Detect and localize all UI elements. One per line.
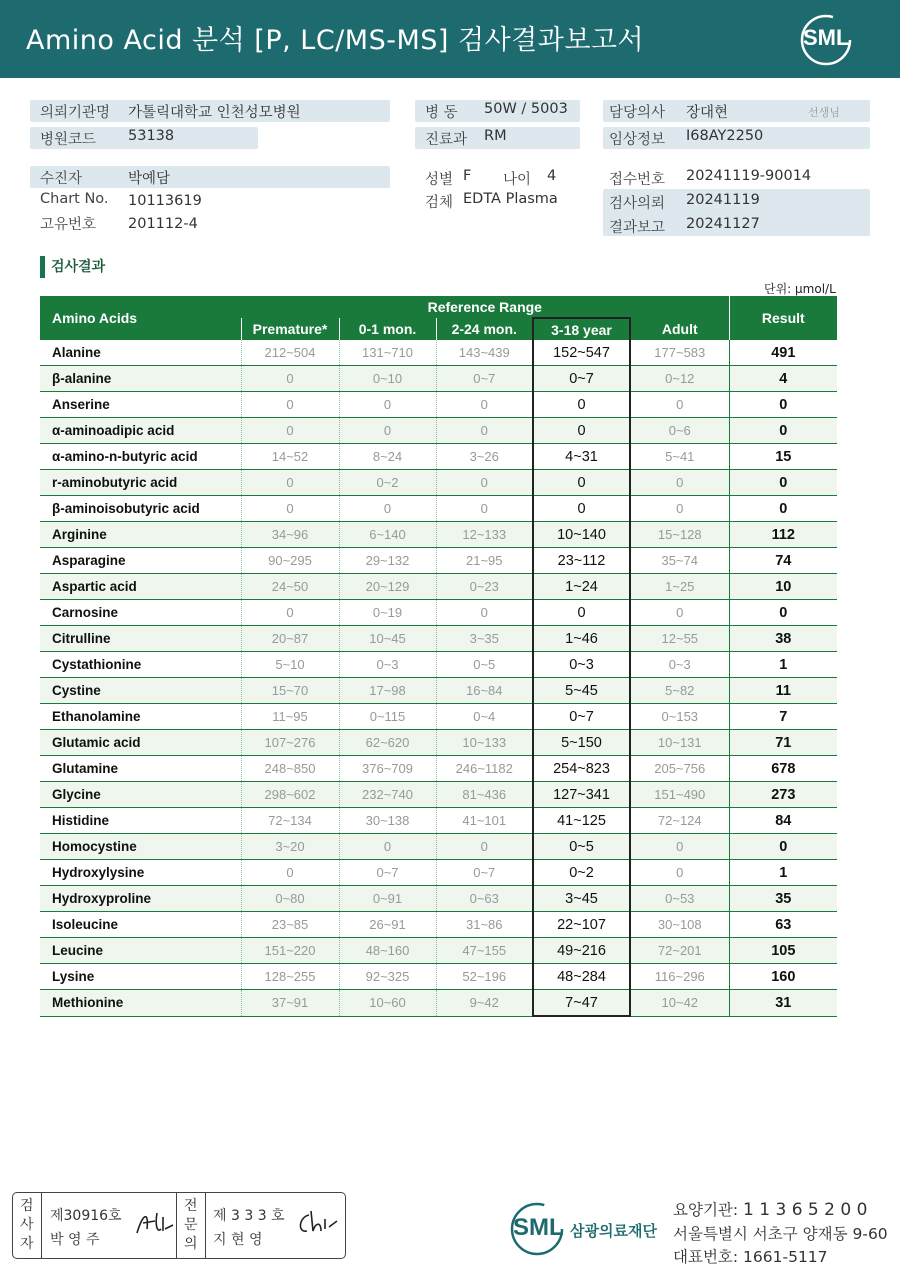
reference-range-cell: 0 <box>436 600 533 626</box>
reference-range-cell: 0~80 <box>241 886 339 912</box>
reference-range-cell: 0~12 <box>630 366 729 392</box>
amino-acid-name: Ethanolamine <box>40 704 241 730</box>
reference-range-cell: 205~756 <box>630 756 729 782</box>
inspector-name: 박 영 주 <box>50 1232 100 1248</box>
inspector-label-char: 자 <box>20 1236 34 1252</box>
reference-range-highlight: 0 <box>533 470 630 496</box>
reference-range-cell: 23~85 <box>241 912 339 938</box>
reference-range-cell: 0~19 <box>339 600 436 626</box>
dept-value: RM <box>484 128 507 144</box>
reference-range-cell: 0 <box>241 470 339 496</box>
reference-range-cell: 0 <box>436 418 533 444</box>
result-value: 0 <box>729 470 837 496</box>
specialist-name: 지 현 영 <box>213 1232 263 1248</box>
reference-range-cell: 0~115 <box>339 704 436 730</box>
specialist-label <box>184 1197 198 1254</box>
table-row <box>40 626 837 652</box>
reference-range-cell: 29~132 <box>339 548 436 574</box>
reference-range-highlight: 49~216 <box>533 938 630 964</box>
reference-range-cell: 41~101 <box>436 808 533 834</box>
result-value: 160 <box>729 964 837 990</box>
reference-range-cell: 16~84 <box>436 678 533 704</box>
result-value: 0 <box>729 392 837 418</box>
amino-acid-name: Anserine <box>40 392 241 418</box>
reference-range-cell: 30~108 <box>630 912 729 938</box>
reference-range-cell: 246~1182 <box>436 756 533 782</box>
amino-acid-name: α-amino-n-butyric acid <box>40 444 241 470</box>
footer-phone-value: 1661-5117 <box>743 1248 828 1266</box>
table-row <box>40 470 837 496</box>
reference-range-highlight: 41~125 <box>533 808 630 834</box>
inspector-label-char: 검 <box>20 1198 34 1214</box>
sex-value: F <box>463 168 472 184</box>
amino-acid-name: Isoleucine <box>40 912 241 938</box>
reference-range-cell: 9~42 <box>436 990 533 1017</box>
reference-range-cell: 15~70 <box>241 678 339 704</box>
result-value: 7 <box>729 704 837 730</box>
reference-range-cell: 0~4 <box>436 704 533 730</box>
reference-range-cell: 0~63 <box>436 886 533 912</box>
table-row <box>40 964 837 990</box>
amino-acid-name: Hydroxylysine <box>40 860 241 886</box>
reference-range-cell: 0~10 <box>339 366 436 392</box>
reference-range-highlight: 5~45 <box>533 678 630 704</box>
specimen-label: 검체 <box>425 195 454 211</box>
reference-range-highlight: 5~150 <box>533 730 630 756</box>
reference-range-highlight: 127~341 <box>533 782 630 808</box>
result-value: 1 <box>729 860 837 886</box>
reference-range-highlight: 0 <box>533 392 630 418</box>
hospital-code-label: 병원코드 <box>40 132 97 148</box>
amino-acid-name: Cystathionine <box>40 652 241 678</box>
reference-range-cell: 0~3 <box>339 652 436 678</box>
result-value: 678 <box>729 756 837 782</box>
unique-value: 201112-4 <box>128 216 198 232</box>
request-label: 검사의뢰 <box>609 196 666 212</box>
result-value: 11 <box>729 678 837 704</box>
amino-acid-name: α-aminoadipic acid <box>40 418 241 444</box>
reference-range-cell: 0~7 <box>436 860 533 886</box>
amino-acid-name: β-alanine <box>40 366 241 392</box>
reference-range-highlight: 23~112 <box>533 548 630 574</box>
reference-range-cell: 21~95 <box>436 548 533 574</box>
reference-range-cell: 62~620 <box>339 730 436 756</box>
result-value: 491 <box>729 340 837 366</box>
table-row <box>40 444 837 470</box>
reference-range-cell: 81~436 <box>436 782 533 808</box>
amino-acid-name: Alanine <box>40 340 241 366</box>
reference-range-cell: 212~504 <box>241 340 339 366</box>
table-row <box>40 418 837 444</box>
col-premature: Premature* <box>241 318 339 340</box>
footer-brand-name: 삼광의료재단 <box>570 1222 657 1240</box>
specialist-label-char: 의 <box>184 1236 198 1252</box>
doctor-label: 담당의사 <box>609 105 666 121</box>
col-amino-acids: Amino Acids <box>40 296 241 340</box>
age-label: 나이 <box>503 172 532 188</box>
reference-range-cell: 3~35 <box>436 626 533 652</box>
report-header <box>0 0 900 78</box>
reference-range-cell: 48~160 <box>339 938 436 964</box>
specialist-label-cell <box>176 1193 206 1258</box>
footer-brand: SML <box>513 1214 564 1241</box>
col-adult: Adult <box>630 318 729 340</box>
receipt-label: 접수번호 <box>609 172 666 188</box>
table-row <box>40 756 837 782</box>
col-result: Result <box>729 296 837 340</box>
reference-range-cell: 151~490 <box>630 782 729 808</box>
result-value: 0 <box>729 600 837 626</box>
reference-range-cell: 10~60 <box>339 990 436 1017</box>
reference-range-cell: 151~220 <box>241 938 339 964</box>
inspector-label <box>20 1197 34 1254</box>
reference-range-cell: 0 <box>630 470 729 496</box>
reference-range-cell: 0 <box>630 392 729 418</box>
col-3-18-year: 3-18 year <box>533 318 630 340</box>
results-body <box>40 340 837 1016</box>
specialist-number: 제 3 3 3 호 <box>213 1208 285 1224</box>
reference-range-cell: 0 <box>339 392 436 418</box>
reference-range-cell: 10~42 <box>630 990 729 1017</box>
reference-range-cell: 0~7 <box>339 860 436 886</box>
reference-range-cell: 0 <box>630 496 729 522</box>
reference-range-cell: 12~55 <box>630 626 729 652</box>
reference-range-cell: 6~140 <box>339 522 436 548</box>
footer-address: 서울특별시 서초구 양재동 9-60 <box>673 1225 888 1243</box>
reference-range-cell: 72~201 <box>630 938 729 964</box>
amino-acid-name: Hydroxyproline <box>40 886 241 912</box>
inspector-signature-icon <box>133 1207 175 1239</box>
reference-range-cell: 0 <box>339 418 436 444</box>
table-row <box>40 496 837 522</box>
amino-acid-name: Carnosine <box>40 600 241 626</box>
reference-range-cell: 0 <box>436 470 533 496</box>
result-value: 0 <box>729 496 837 522</box>
reference-range-cell: 248~850 <box>241 756 339 782</box>
reference-range-cell: 143~439 <box>436 340 533 366</box>
unit-label: 단위: μmol/L <box>764 282 836 296</box>
amino-acid-name: Glutamic acid <box>40 730 241 756</box>
table-row <box>40 340 837 366</box>
reference-range-cell: 0~2 <box>339 470 436 496</box>
reference-range-highlight: 3~45 <box>533 886 630 912</box>
reference-range-cell: 5~10 <box>241 652 339 678</box>
footer-code-value: 1 1 3 6 5 2 0 0 <box>743 1200 868 1220</box>
table-row <box>40 730 837 756</box>
reference-range-cell: 37~91 <box>241 990 339 1017</box>
patient-value: 박예담 <box>128 171 171 187</box>
reference-range-cell: 0~23 <box>436 574 533 600</box>
reference-range-cell: 5~41 <box>630 444 729 470</box>
reference-range-cell: 0 <box>241 392 339 418</box>
table-row <box>40 392 837 418</box>
result-value: 273 <box>729 782 837 808</box>
reference-range-cell: 131~710 <box>339 340 436 366</box>
header-logo-text: SML <box>803 25 850 50</box>
table-row <box>40 704 837 730</box>
reference-range-cell: 128~255 <box>241 964 339 990</box>
amino-acid-name: Glutamine <box>40 756 241 782</box>
reference-range-highlight: 7~47 <box>533 990 630 1017</box>
amino-acid-name: Histidine <box>40 808 241 834</box>
footer-code <box>673 1198 867 1220</box>
doctor-suffix: 선생님 <box>808 106 840 119</box>
chart-value: 10113619 <box>128 193 202 209</box>
reference-range-cell: 107~276 <box>241 730 339 756</box>
reference-range-cell: 34~96 <box>241 522 339 548</box>
result-value: 1 <box>729 652 837 678</box>
reference-range-cell: 12~133 <box>436 522 533 548</box>
reference-range-cell: 0 <box>241 860 339 886</box>
ward-value: 50W / 5003 <box>484 101 568 117</box>
reference-range-cell: 0 <box>339 834 436 860</box>
col-0-1-mon: 0-1 mon. <box>339 318 436 340</box>
footer-phone-label: 대표번호: <box>673 1248 744 1266</box>
unique-label: 고유번호 <box>40 217 97 233</box>
result-value: 10 <box>729 574 837 600</box>
result-value: 105 <box>729 938 837 964</box>
result-value: 84 <box>729 808 837 834</box>
reference-range-cell: 116~296 <box>630 964 729 990</box>
reference-range-cell: 52~196 <box>436 964 533 990</box>
amino-acid-name: Leucine <box>40 938 241 964</box>
reference-range-cell: 10~133 <box>436 730 533 756</box>
inspector-number: 제30916호 <box>50 1208 122 1224</box>
reference-range-cell: 47~155 <box>436 938 533 964</box>
result-value: 38 <box>729 626 837 652</box>
reference-range-cell: 72~124 <box>630 808 729 834</box>
reference-range-cell: 0~5 <box>436 652 533 678</box>
reference-range-cell: 31~86 <box>436 912 533 938</box>
result-value: 4 <box>729 366 837 392</box>
reference-range-cell: 3~20 <box>241 834 339 860</box>
reference-range-cell: 20~87 <box>241 626 339 652</box>
reference-range-cell: 90~295 <box>241 548 339 574</box>
reference-range-cell: 232~740 <box>339 782 436 808</box>
result-value: 112 <box>729 522 837 548</box>
col-reference-range: Reference Range <box>241 296 729 318</box>
table-row <box>40 548 837 574</box>
receipt-value: 20241119-90014 <box>686 168 812 184</box>
table-row <box>40 678 837 704</box>
col-2-24-mon: 2-24 mon. <box>436 318 533 340</box>
table-row <box>40 834 837 860</box>
reference-range-highlight: 0~5 <box>533 834 630 860</box>
clinical-value: I68AY2250 <box>686 128 764 144</box>
reference-range-cell: 0 <box>436 496 533 522</box>
reference-range-highlight: 10~140 <box>533 522 630 548</box>
reference-range-cell: 0~6 <box>630 418 729 444</box>
reference-range-cell: 177~583 <box>630 340 729 366</box>
reference-range-cell: 1~25 <box>630 574 729 600</box>
reference-range-highlight: 0 <box>533 496 630 522</box>
table-row <box>40 860 837 886</box>
specialist-label-char: 전 <box>184 1198 198 1214</box>
info-bar <box>30 166 390 188</box>
reference-range-cell: 0 <box>630 600 729 626</box>
amino-acid-name: Lysine <box>40 964 241 990</box>
table-row <box>40 366 837 392</box>
reference-range-cell: 298~602 <box>241 782 339 808</box>
chart-label: Chart No. <box>40 191 109 207</box>
reference-range-cell: 0~3 <box>630 652 729 678</box>
reference-range-cell: 17~98 <box>339 678 436 704</box>
reference-range-cell: 0 <box>241 418 339 444</box>
report-title: Amino Acid 분석 [P, LC/MS-MS] 검사결과보고서 <box>26 25 645 56</box>
reference-range-cell: 0~53 <box>630 886 729 912</box>
reference-range-cell: 0 <box>339 496 436 522</box>
sex-label: 성별 <box>425 172 454 188</box>
hospital-code-value: 53138 <box>128 128 175 144</box>
reference-range-highlight: 0 <box>533 600 630 626</box>
table-row <box>40 938 837 964</box>
reference-range-cell: 0 <box>241 600 339 626</box>
table-row <box>40 652 837 678</box>
table-row <box>40 600 837 626</box>
specialist-signature-icon <box>295 1207 339 1239</box>
footer-code-label: 요양기관: <box>673 1201 744 1219</box>
reference-range-highlight: 22~107 <box>533 912 630 938</box>
section-title: 검사결과 <box>40 256 105 278</box>
reference-range-cell: 24~50 <box>241 574 339 600</box>
request-value: 20241119 <box>686 192 760 208</box>
table-row <box>40 574 837 600</box>
reference-range-cell: 10~131 <box>630 730 729 756</box>
institution-label: 의뢰기관명 <box>40 105 111 121</box>
reference-range-cell: 72~134 <box>241 808 339 834</box>
reference-range-highlight: 0 <box>533 418 630 444</box>
reference-range-cell: 14~52 <box>241 444 339 470</box>
reference-range-cell: 0 <box>630 860 729 886</box>
report-value: 20241127 <box>686 216 760 232</box>
table-row <box>40 912 837 938</box>
reference-range-cell: 30~138 <box>339 808 436 834</box>
table-row <box>40 522 837 548</box>
reference-range-cell: 10~45 <box>339 626 436 652</box>
specialist-label-char: 문 <box>184 1217 198 1233</box>
amino-acid-name: Arginine <box>40 522 241 548</box>
result-value: 0 <box>729 834 837 860</box>
dept-label: 진료과 <box>425 132 468 148</box>
reference-range-cell: 35~74 <box>630 548 729 574</box>
results-table <box>40 296 837 1017</box>
result-value: 15 <box>729 444 837 470</box>
amino-acid-name: β-aminoisobutyric acid <box>40 496 241 522</box>
reference-range-highlight: 152~547 <box>533 340 630 366</box>
amino-acid-name: Citrulline <box>40 626 241 652</box>
amino-acid-name: Glycine <box>40 782 241 808</box>
reference-range-cell: 0 <box>241 366 339 392</box>
reference-range-cell: 26~91 <box>339 912 436 938</box>
result-value: 74 <box>729 548 837 574</box>
age-value: 4 <box>547 168 557 184</box>
signature-box <box>12 1192 346 1259</box>
result-value: 0 <box>729 418 837 444</box>
footer-phone <box>673 1245 828 1267</box>
reference-range-cell: 0 <box>630 834 729 860</box>
reference-range-highlight: 0~7 <box>533 366 630 392</box>
amino-acid-name: r-aminobutyric acid <box>40 470 241 496</box>
reference-range-cell: 92~325 <box>339 964 436 990</box>
specimen-value: EDTA Plasma <box>463 191 558 207</box>
reference-range-highlight: 1~46 <box>533 626 630 652</box>
institution-value: 가톨릭대학교 인천성모병원 <box>128 105 301 121</box>
table-row <box>40 990 837 1017</box>
table-row <box>40 886 837 912</box>
reference-range-highlight: 254~823 <box>533 756 630 782</box>
reference-range-cell: 0~153 <box>630 704 729 730</box>
reference-range-cell: 0~91 <box>339 886 436 912</box>
reference-range-cell: 376~709 <box>339 756 436 782</box>
reference-range-highlight: 48~284 <box>533 964 630 990</box>
amino-acid-name: Cystine <box>40 678 241 704</box>
result-value: 35 <box>729 886 837 912</box>
patient-label: 수진자 <box>40 171 83 187</box>
reference-range-cell: 5~82 <box>630 678 729 704</box>
reference-range-cell: 3~26 <box>436 444 533 470</box>
reference-range-highlight: 0~3 <box>533 652 630 678</box>
amino-acid-name: Asparagine <box>40 548 241 574</box>
reference-range-cell: 0~7 <box>436 366 533 392</box>
amino-acid-name: Homocystine <box>40 834 241 860</box>
result-value: 63 <box>729 912 837 938</box>
reference-range-cell: 8~24 <box>339 444 436 470</box>
report-label: 결과보고 <box>609 220 666 236</box>
table-row <box>40 782 837 808</box>
reference-range-highlight: 1~24 <box>533 574 630 600</box>
result-value: 31 <box>729 990 837 1017</box>
reference-range-highlight: 4~31 <box>533 444 630 470</box>
ward-label: 병 동 <box>425 105 458 121</box>
table-row <box>40 808 837 834</box>
inspector-label-cell <box>13 1193 42 1258</box>
reference-range-cell: 0 <box>436 392 533 418</box>
amino-acid-name: Methionine <box>40 990 241 1017</box>
reference-range-highlight: 0~2 <box>533 860 630 886</box>
result-value: 71 <box>729 730 837 756</box>
reference-range-cell: 0 <box>241 496 339 522</box>
doctor-value: 장대현 <box>686 105 729 121</box>
reference-range-cell: 20~129 <box>339 574 436 600</box>
amino-acid-name: Aspartic acid <box>40 574 241 600</box>
reference-range-highlight: 0~7 <box>533 704 630 730</box>
reference-range-cell: 11~95 <box>241 704 339 730</box>
reference-range-cell: 0 <box>436 834 533 860</box>
clinical-label: 임상정보 <box>609 132 666 148</box>
inspector-label-char: 사 <box>20 1217 34 1233</box>
reference-range-cell: 15~128 <box>630 522 729 548</box>
